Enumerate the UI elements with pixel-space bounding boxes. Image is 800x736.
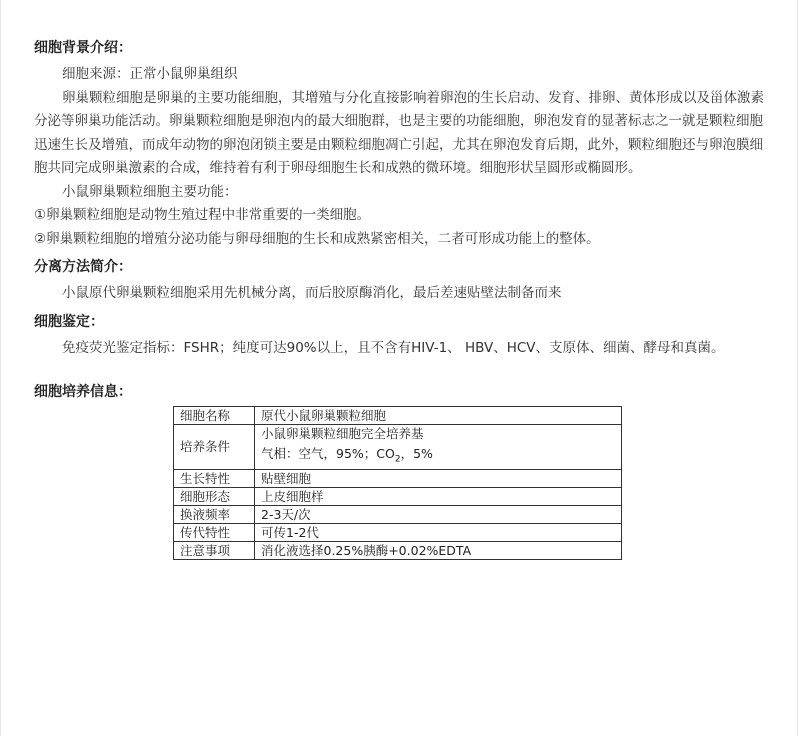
row-label: 细胞形态 — [174, 487, 255, 505]
row-value: 上皮细胞样 — [255, 487, 622, 505]
isolation-text: 小鼠原代卵巢颗粒细胞采用先机械分离，而后胶原酶消化，最后差速贴壁法制备而来 — [62, 285, 562, 301]
row-value: 消化液选择0.25%胰酶+0.02%EDTA — [255, 541, 622, 559]
table-row — [174, 407, 622, 425]
gas-condition: 气相：空气，95%；$CO_2$，5% — [261, 446, 433, 465]
identification-text: 免疫荧光鉴定指标：FSHR；纯度可达90%以上，且不含有HIV-1、 HBV、HCV、支原体、细菌、酵母和真菌。 — [62, 339, 725, 356]
background-heading: 细胞背景介绍： — [34, 40, 132, 56]
row-label: 换液频率 — [174, 505, 255, 523]
function-item-2: ②卵巢颗粒细胞的增殖分泌功能与卵母细胞的生长和成熟紧密相关，二者可形成功能上的整体。 — [34, 230, 600, 247]
row-label: 培养条件 — [174, 425, 255, 470]
row-value: 原代小鼠卵巢颗粒细胞 — [255, 407, 622, 425]
cell-source: 细胞来源：正常小鼠卵巢组织 — [62, 66, 238, 82]
identification-heading: 细胞鉴定： — [34, 313, 104, 330]
functions-title: 小鼠卵巢颗粒细胞主要功能： — [62, 183, 238, 200]
function-item-1: ①卵巢颗粒细胞是动物生殖过程中非常重要的一类细胞。 — [34, 207, 371, 223]
culture-heading: 细胞培养信息： — [34, 384, 132, 400]
row-value: 可传1-2代 — [255, 523, 622, 541]
row-label: 生长特性 — [174, 469, 255, 487]
table-row — [174, 523, 622, 541]
row-value — [255, 425, 622, 470]
culture-medium: 小鼠卵巢颗粒细胞完全培养基 — [261, 426, 424, 441]
background-paragraph: 卵巢颗粒细胞是卵巢的主要功能细胞，其增殖与分化直接影响着卵泡的生长启动、发育、排卵、黄体形成以及甾体激素分泌等卵巢功能活动。卵巢颗粒细胞是卵泡内的最大细胞群，也是主要的功能细胞，卵泡发育的显著标志之一就是颗粒细胞迅速生长及增殖，而成年动物的卵泡闭锁主要是由颗粒细胞凋亡引起，尤其在卵泡发育后期，此外，颗粒细胞还与卵泡膜细胞共同完成卵巢激素的合成，维持着有利于卵母细胞生长和成熟的微环境。细胞形状呈圆形或椭圆形。 — [34, 89, 764, 176]
table-row — [174, 505, 622, 523]
table-row — [174, 469, 622, 487]
row-value: 贴壁细胞 — [255, 469, 622, 487]
culture-info-table — [173, 406, 622, 560]
table-row — [174, 425, 622, 470]
table-row — [174, 487, 622, 505]
table-row — [174, 541, 622, 559]
row-label: 传代特性 — [174, 523, 255, 541]
row-label: 细胞名称 — [174, 407, 255, 425]
isolation-heading: 分离方法简介： — [34, 259, 132, 275]
row-label: 注意事项 — [174, 541, 255, 559]
row-value: 2-3天/次 — [255, 505, 622, 523]
